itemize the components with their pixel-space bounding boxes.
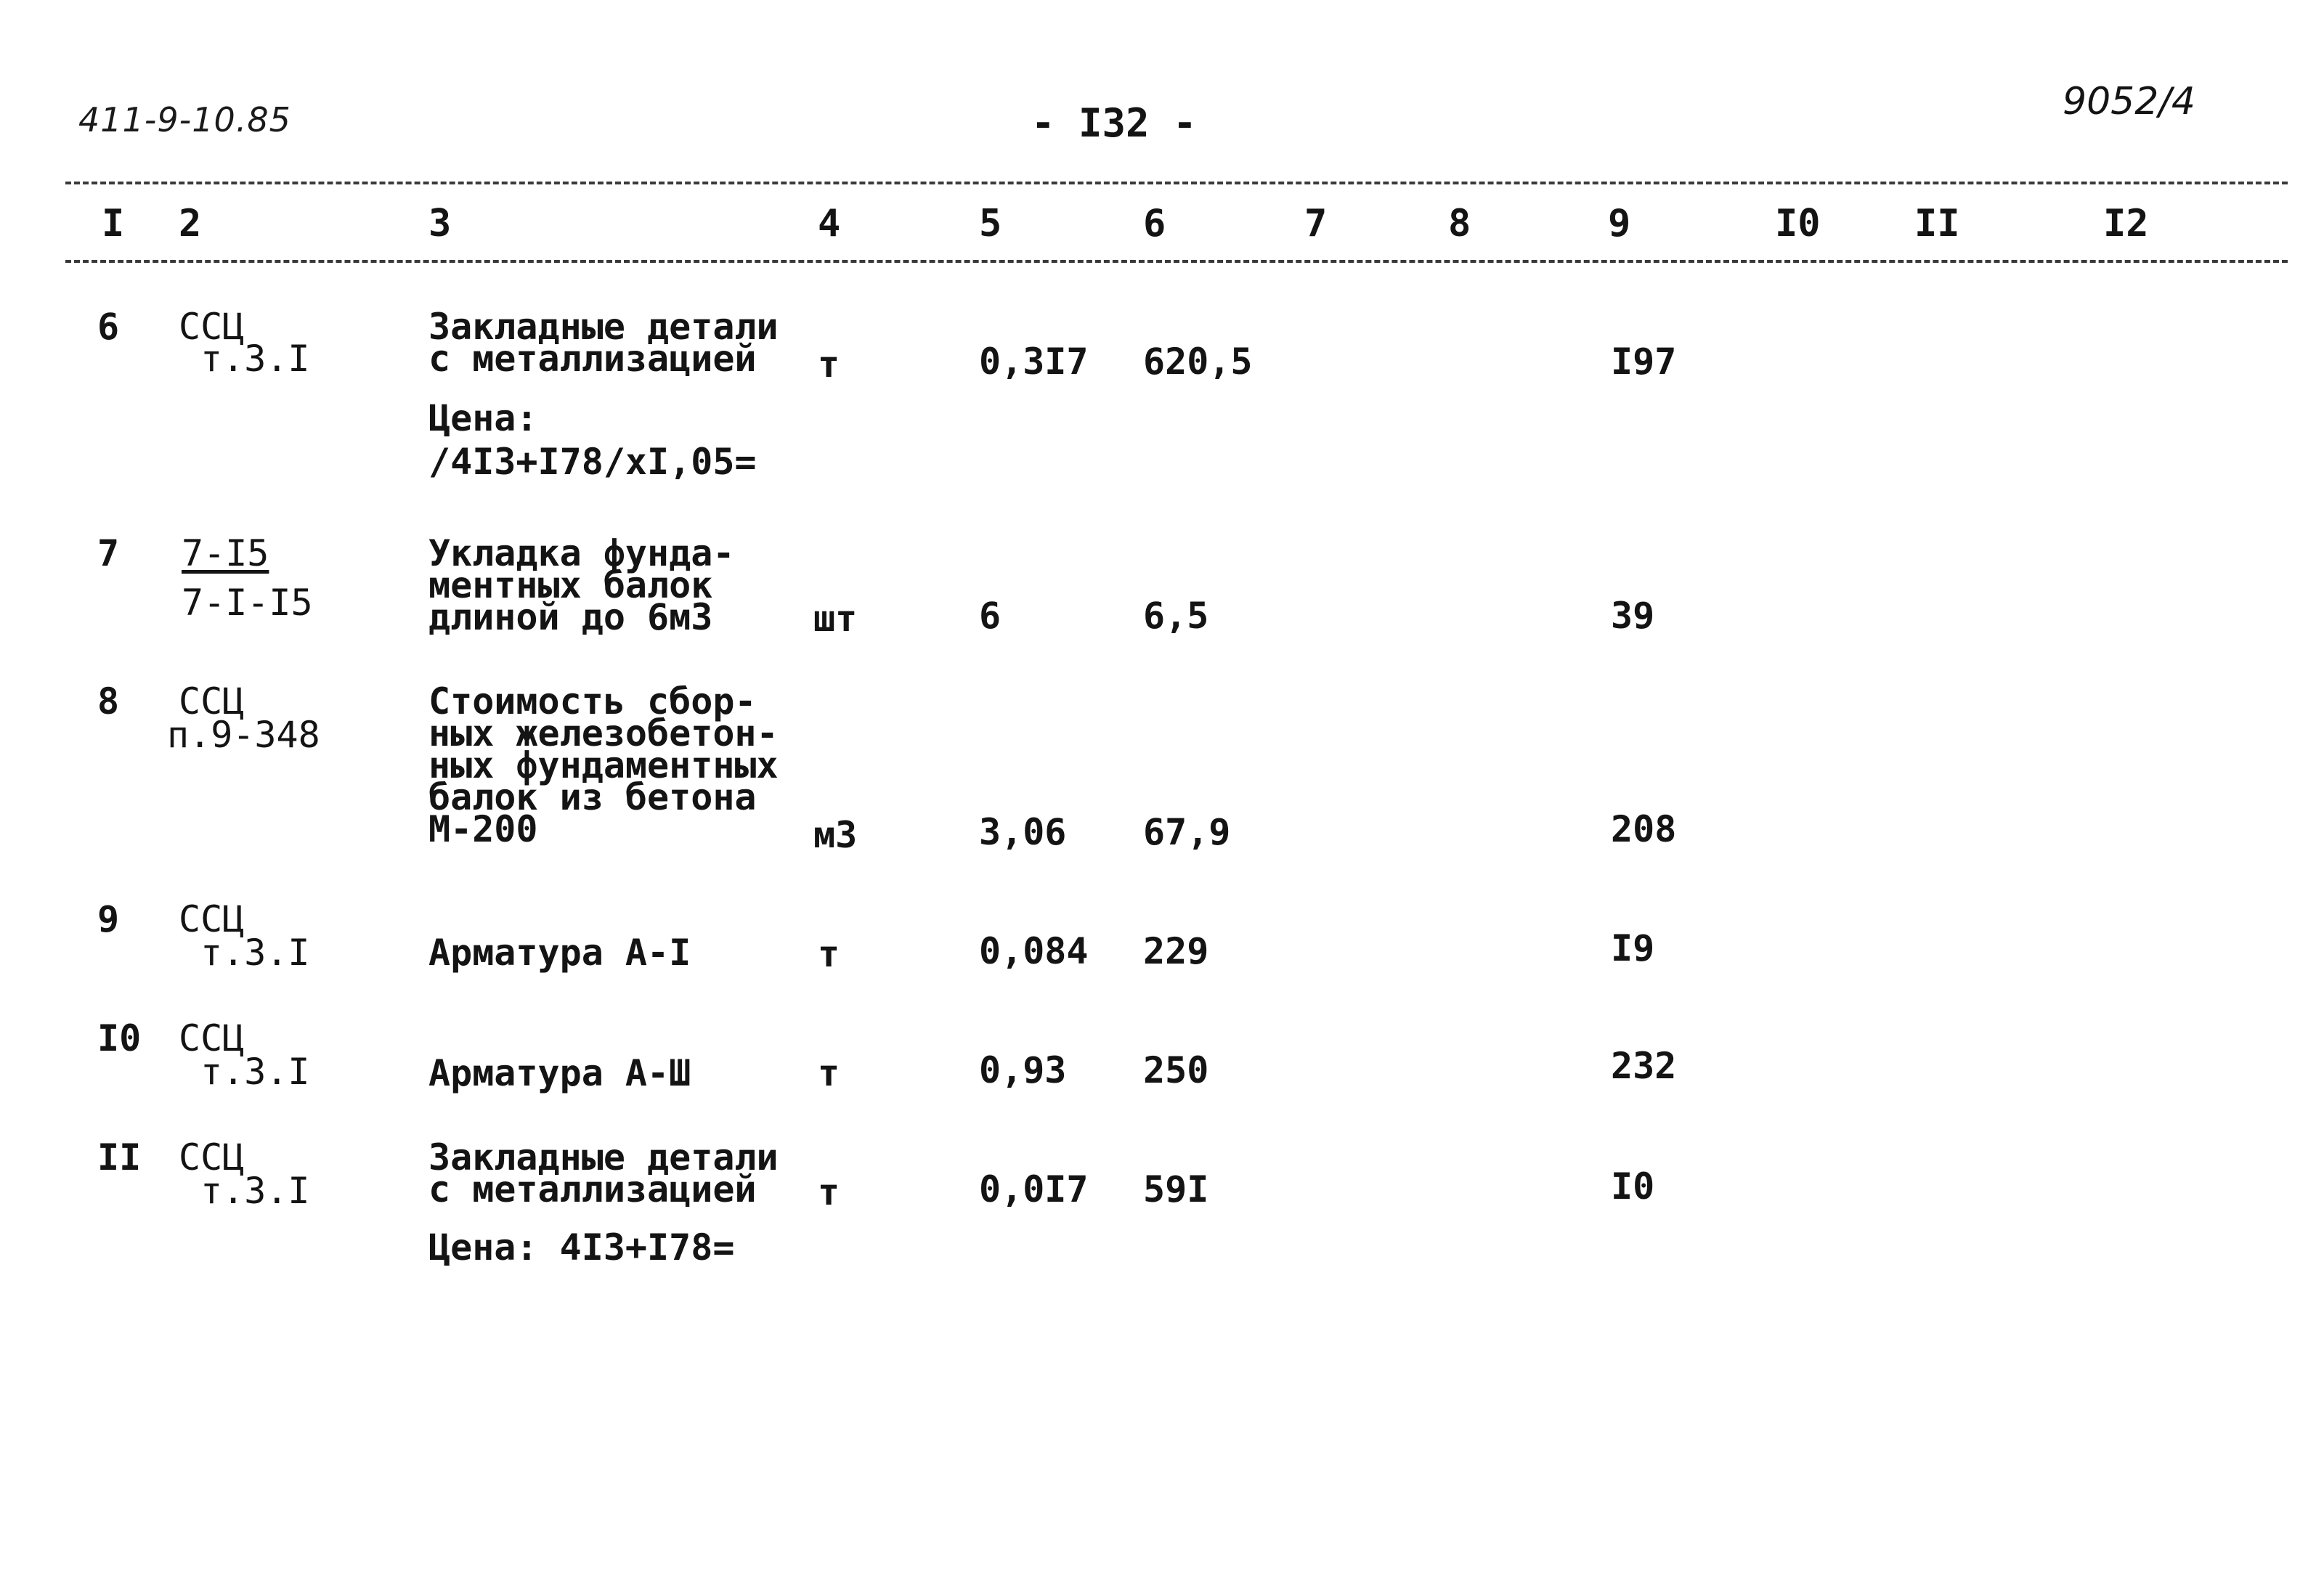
unit: т <box>818 933 840 975</box>
column-header-10: I0 <box>1775 202 1821 245</box>
header-rule-top <box>65 182 2288 184</box>
code-line1: ССЦ <box>179 1017 245 1059</box>
code-line2: т.3.I <box>200 1051 310 1093</box>
code-line1: ССЦ <box>179 898 245 940</box>
item-description: Закладные детали с металлизацией <box>428 1136 779 1210</box>
column-header-8: 8 <box>1448 202 1471 245</box>
header-rule-bottom <box>65 260 2288 263</box>
page-number: - I32 - <box>1031 100 1197 146</box>
code-line1: ССЦ <box>179 1136 245 1178</box>
total-cost: 39 <box>1611 595 1655 637</box>
total-cost: I9 <box>1611 927 1655 969</box>
column-header-3: 3 <box>428 202 452 245</box>
row-number: 8 <box>97 680 120 722</box>
column-header-12: I2 <box>2103 202 2149 245</box>
code-line2: т.3.I <box>200 338 310 380</box>
column-header-9: 9 <box>1608 202 1631 245</box>
quantity: 0,93 <box>979 1049 1067 1091</box>
item-description: Закладные детали с металлизацией <box>428 306 779 380</box>
code-line2: 7-I-I5 <box>182 582 313 624</box>
quantity: 0,084 <box>979 930 1089 972</box>
unit: шт <box>813 598 858 640</box>
item-description: Стоимость сбор- ных железобетон- ных фундаментных балок из бетона М-200 <box>428 680 779 850</box>
quantity: 3,06 <box>979 811 1067 853</box>
row-number: I0 <box>97 1017 142 1059</box>
column-header-11: II <box>1914 202 1960 245</box>
column-header-6: 6 <box>1143 202 1166 245</box>
price-note: Цена: /4I3+I78/xI,05= <box>428 397 757 483</box>
total-cost: I97 <box>1611 341 1677 383</box>
code-line2: п.9-348 <box>167 714 320 756</box>
unit: т <box>818 1052 840 1094</box>
code-line1: ССЦ <box>179 680 245 722</box>
unit-price: 67,9 <box>1143 811 1231 853</box>
code-line2: т.3.I <box>200 1170 310 1212</box>
item-description: Арматура А-Ш <box>428 1052 691 1094</box>
column-header-2: 2 <box>179 202 202 245</box>
row-number: 6 <box>97 306 120 348</box>
quantity: 0,0I7 <box>979 1168 1089 1210</box>
code-line1: ССЦ <box>179 306 245 348</box>
unit-price: 250 <box>1143 1049 1209 1091</box>
total-cost: 232 <box>1611 1045 1677 1087</box>
unit-price: 620,5 <box>1143 341 1253 383</box>
item-description: Укладка фунда- ментных балок длиной до 6м3 <box>428 532 735 638</box>
code-line2: т.3.I <box>200 932 310 974</box>
column-header-1: I <box>102 202 125 245</box>
item-description: Арматура А-I <box>428 932 691 974</box>
quantity: 0,3I7 <box>979 341 1089 383</box>
column-header-5: 5 <box>979 202 1002 245</box>
unit-price: 229 <box>1143 930 1209 972</box>
row-number: 9 <box>97 898 120 940</box>
quantity: 6 <box>979 595 1001 637</box>
column-header-7: 7 <box>1304 202 1328 245</box>
unit-price: 59I <box>1143 1168 1209 1210</box>
unit: т <box>818 343 840 386</box>
column-header-4: 4 <box>818 202 841 245</box>
price-note: Цена: 4I3+I78= <box>428 1226 735 1269</box>
sheet-code: 9052/4 <box>2063 80 2195 123</box>
row-number: 7 <box>97 532 120 574</box>
unit-price: 6,5 <box>1143 595 1209 637</box>
document-code: 411-9-10.85 <box>78 100 291 139</box>
row-number: II <box>97 1136 142 1178</box>
unit: т <box>818 1171 840 1213</box>
unit: м3 <box>813 814 858 856</box>
total-cost: I0 <box>1611 1165 1655 1208</box>
code-line1: 7-I5 <box>182 532 269 574</box>
total-cost: 208 <box>1611 808 1677 850</box>
